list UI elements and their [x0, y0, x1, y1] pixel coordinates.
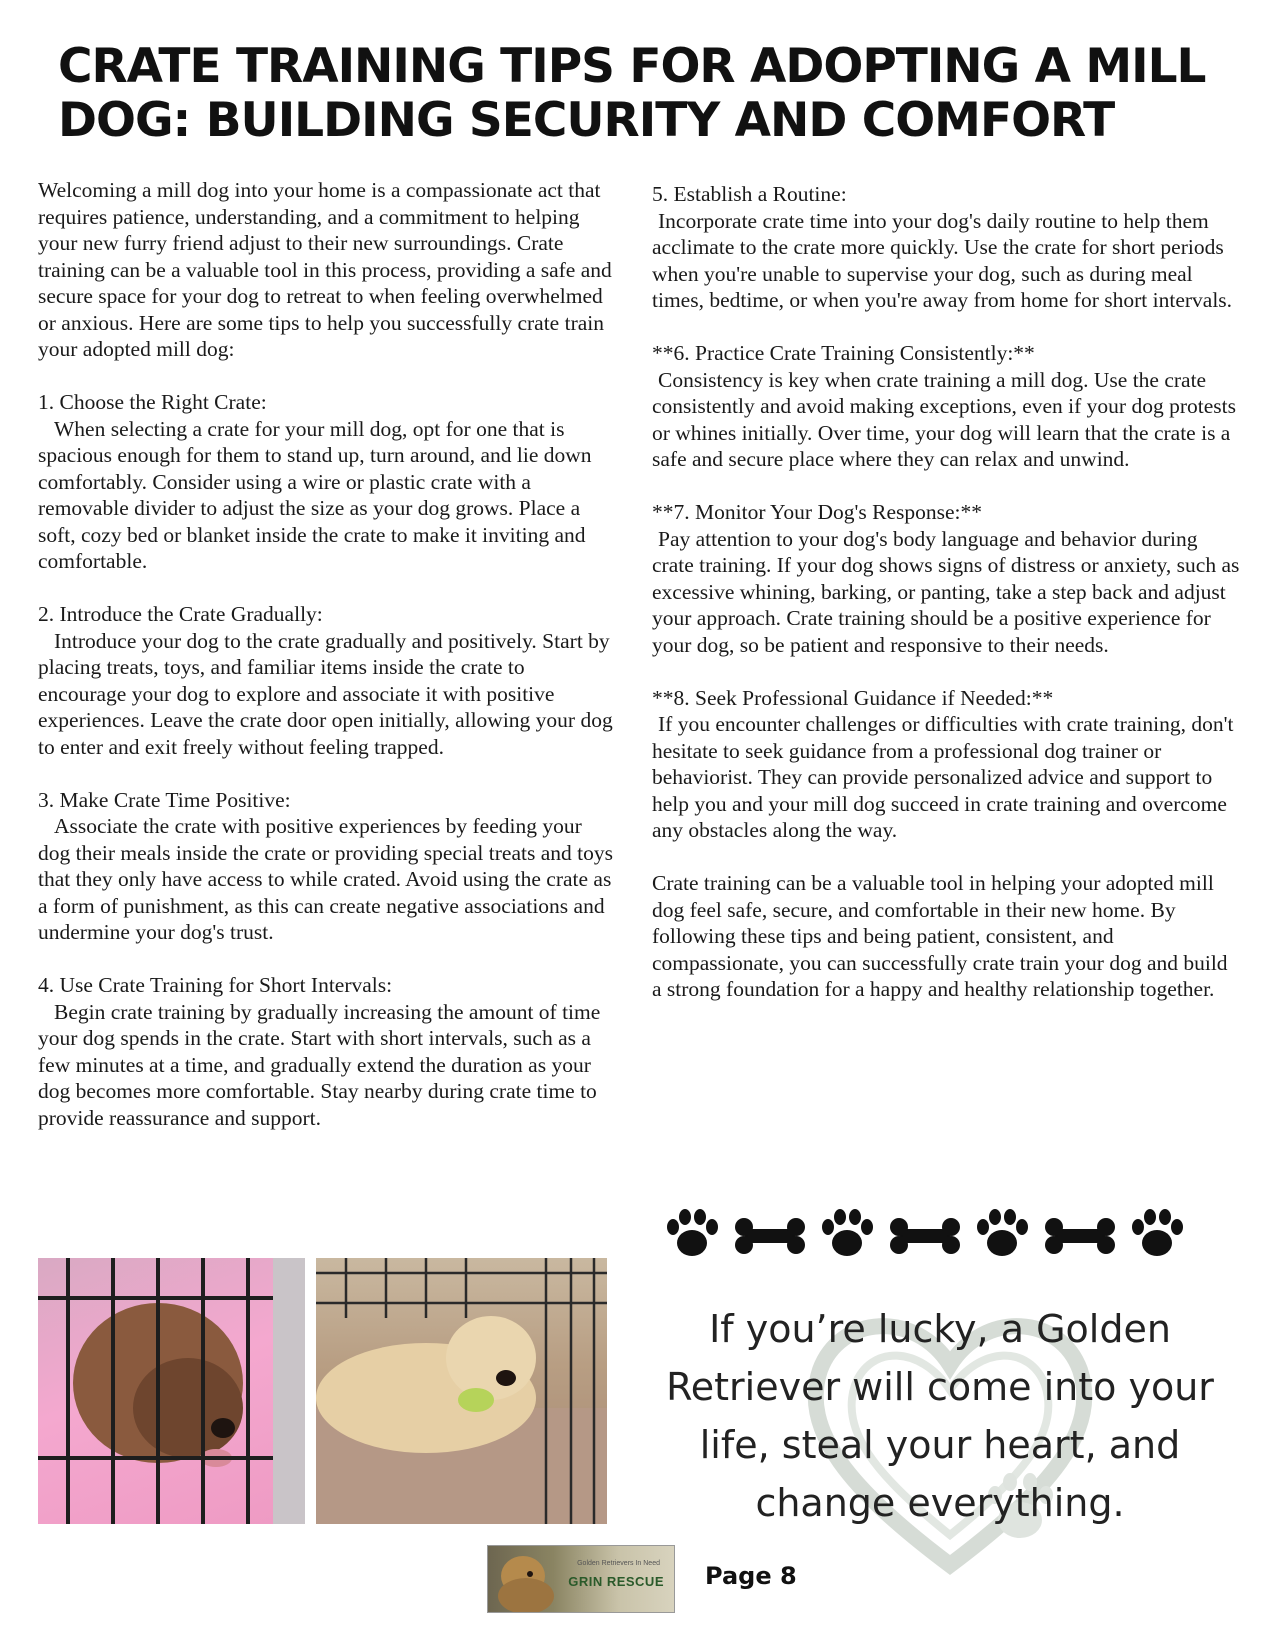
tip-body: Introduce your dog to the crate gradually and positively. Start by placing treats, toys, and familiar items inside the crate to encourage your dog to explore and associate it with positive experiences. Leave the crate door open initially, allowing your dog to enter and exit freely without feeling trapped. [38, 628, 613, 759]
tip-3 [38, 787, 618, 946]
tip-body: Associate the crate with positive experiences by feeding your dog their meals inside the crate or providing special treats and toys that they only have access to while crated. Avoid using the crate as a form of punishment, as this can create negative associations and undermine your dog's trust. [38, 814, 613, 944]
right-column [652, 181, 1242, 1029]
golden-retriever-crate-photo [316, 1258, 607, 1524]
paw-bone-divider [660, 1205, 1225, 1265]
tip-body: Pay attention to your dog's body language and behavior during crate training. If your dog shows signs of distress or anxiety, such as excessive whining, barking, or panting, take a step back and adjust your approach. Crate training should be a positive experience for your dog, so be patient and responsive to their needs. [652, 526, 1240, 657]
tip-heading: 1. Choose the Right Crate: [38, 390, 267, 414]
tip-body: If you encounter challenges or difficulties with crate training, don't hesitate to seek guidance from a professional dog trainer or behaviorist. They can provide personalized advice and support to help you and your mill dog succeed in crate training and overcome any obstacles along the way. [652, 712, 1234, 842]
tip-heading: 5. Establish a Routine: [652, 182, 847, 206]
logo-tagline: Golden Retrievers In Need [577, 1560, 660, 1567]
bone-icon [890, 1218, 960, 1254]
page-title: CRATE TRAINING TIPS FOR ADOPTING A MILL DOG: BUILDING SECURITY AND COMFORT [58, 39, 1206, 148]
paw-icon [1132, 1209, 1183, 1256]
tip-body: Incorporate crate time into your dog's daily routine to help them acclimate to the crate more quickly. Use the crate for short periods when you're unable to supervise your dog, such as during meal times, bedtime, or when you're away from home for short intervals. [652, 208, 1233, 312]
golden-retriever-quote: If you’re lucky, a Golden Retriever will come into your life, steal your heart, and change everything. [666, 1307, 1214, 1525]
tip-8 [652, 685, 1242, 844]
tip-body: When selecting a crate for your mill dog, opt for one that is spacious enough for them to stand up, turn around, and lie down comfortably. Consider using a wire or plastic crate with a removable divider to adjust the size as your dog grows. Place a soft, cozy bed or blanket inside the crate to make it inviting and comfortable. [38, 416, 592, 573]
tip-heading: **7. Monitor Your Dog's Response:** [652, 500, 982, 524]
photo-row [38, 1258, 608, 1524]
tip-heading: 3. Make Crate Time Positive: [38, 787, 291, 812]
paw-icon [667, 1209, 718, 1256]
paw-icon [977, 1209, 1028, 1256]
paw-icon [822, 1209, 873, 1256]
bone-icon [1045, 1218, 1115, 1254]
tip-body: Consistency is key when crate training a mill dog. Use the crate consistently and avoid making exceptions, even if your dog protests or whines initially. Over time, your dog will learn that the crate is a safe and secure place where they can relax and unwind. [652, 367, 1236, 471]
page-number: Page 8 [705, 1562, 797, 1590]
tip-7 [652, 499, 1242, 658]
tip-4 [38, 972, 618, 1131]
intro-paragraph: Welcoming a mill dog into your home is a compassionate act that requires patience, understanding, and a commitment to helping your new furry friend adjust to their new surroundings. Crate training can be a valuable tool in this process, providing a safe and secure space for your dog to retreat to when feeling overwhelmed or anxious. Here are some tips to help you successfully crate train your adopted mill dog: [38, 178, 612, 361]
tip-5 [652, 181, 1242, 314]
grin-rescue-logo [487, 1545, 675, 1613]
tip-1 [38, 389, 618, 575]
tip-2 [38, 601, 618, 760]
tip-body: Begin crate training by gradually increasing the amount of time your dog spends in the crate. Start with short intervals, such as a few minutes at a time, and gradually extend the duration as your dog becomes more comfortable. Stay nearby during crate time to provide reassurance and support. [38, 999, 601, 1130]
tip-6 [652, 340, 1242, 473]
bone-icon [735, 1218, 805, 1254]
dog-photo-pink-crate [38, 1258, 305, 1524]
tip-heading: 4. Use Crate Training for Short Intervals: [38, 973, 393, 997]
tip-heading: **8. Seek Professional Guidance if Needed:** [652, 685, 1054, 710]
tip-heading: **6. Practice Crate Training Consistently:** [652, 341, 1035, 365]
left-column [38, 177, 618, 1158]
logo-text: GRIN RESCUE [568, 1574, 664, 1589]
conclusion-paragraph: Crate training can be a valuable tool in helping your adopted mill dog feel safe, secure, and comfortable in their new home. By following these tips and being patient, consistent, and compassionate, you can successfully crate train your dog and build a strong foundation for a happy and healthy relationship together. [652, 871, 1228, 1001]
tip-heading: 2. Introduce the Crate Gradually: [38, 602, 323, 626]
